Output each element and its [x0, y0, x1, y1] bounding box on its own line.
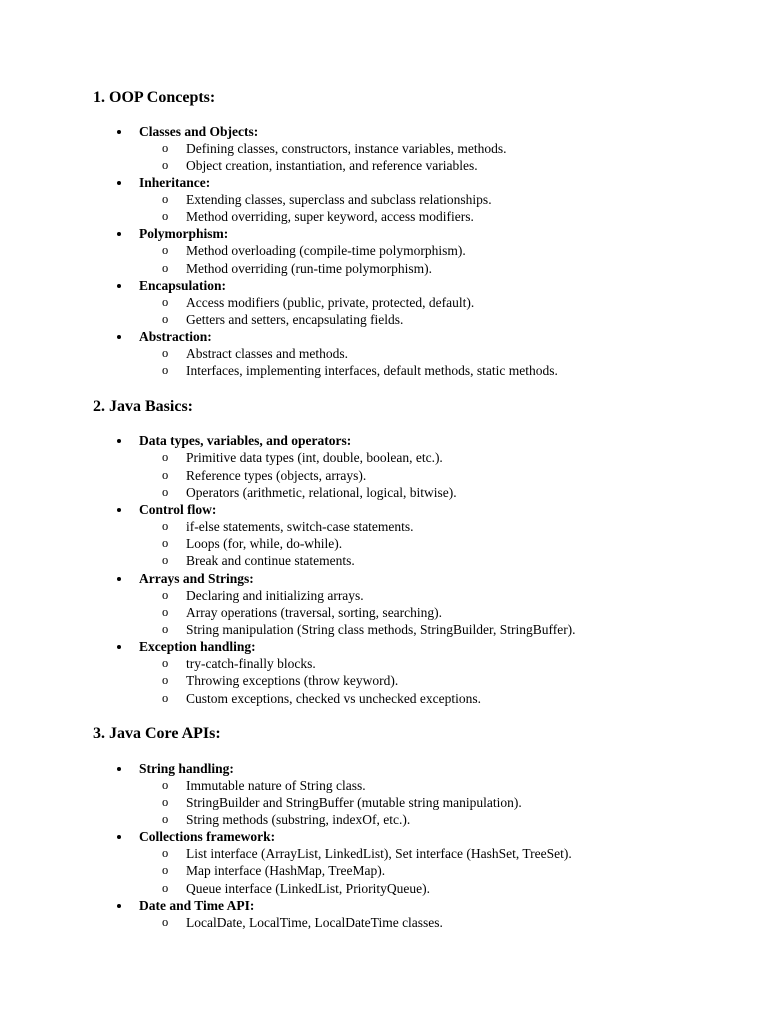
sub-list-item-text: Immutable nature of String class. [186, 778, 366, 793]
sub-list-item-text: Getters and setters, encapsulating fields. [186, 312, 404, 327]
sub-list-item-text: Abstract classes and methods. [186, 346, 348, 361]
circle-bullet-icon: o [162, 778, 169, 792]
sub-list-item-text: Array operations (traversal, sorting, searching). [186, 605, 443, 620]
circle-bullet-icon: o [162, 795, 169, 809]
circle-bullet-icon: o [162, 485, 169, 499]
circle-bullet-icon: o [162, 261, 169, 275]
circle-bullet-icon: o [162, 605, 169, 619]
bullet-icon [117, 570, 123, 587]
section-heading: 2. Java Basics: [93, 398, 193, 415]
list-item-label: Collections framework: [139, 829, 276, 844]
list-item-label: Date and Time API: [139, 898, 255, 913]
circle-bullet-icon: o [162, 656, 169, 670]
circle-bullet-icon: o [162, 622, 169, 636]
sub-list-item-text: if-else statements, switch-case statements. [186, 519, 414, 534]
list-item-label: Exception handling: [139, 639, 256, 654]
bullet-icon [117, 328, 123, 345]
sub-list-item-text: List interface (ArrayList, LinkedList), Set interface (HashSet, TreeSet). [186, 846, 572, 861]
bullet-icon [117, 225, 123, 242]
sub-list-item-text: Map interface (HashMap, TreeMap). [186, 863, 386, 878]
sub-list-item-text: Method overriding (run-time polymorphism). [186, 261, 432, 276]
list-item-label: Data types, variables, and operators: [139, 433, 352, 448]
circle-bullet-icon: o [162, 863, 169, 877]
list-item-label: Abstraction: [139, 329, 212, 344]
sub-list-item-text: Access modifiers (public, private, protected, default). [186, 295, 475, 310]
circle-bullet-icon: o [162, 915, 169, 929]
bullet-icon [117, 638, 123, 655]
circle-bullet-icon: o [162, 536, 169, 550]
sub-list-item-text: Throwing exceptions (throw keyword). [186, 673, 399, 688]
circle-bullet-icon: o [162, 673, 169, 687]
bullet-icon [117, 432, 123, 449]
circle-bullet-icon: o [162, 158, 169, 172]
sub-list-item-text: Loops (for, while, do-while). [186, 536, 343, 551]
list-item-label: Polymorphism: [139, 226, 229, 241]
circle-bullet-icon: o [162, 846, 169, 860]
circle-bullet-icon: o [162, 141, 169, 155]
sub-list-item-text: Method overloading (compile-time polymorphism). [186, 243, 466, 258]
circle-bullet-icon: o [162, 691, 169, 705]
sub-list-item-text: String methods (substring, indexOf, etc.). [186, 812, 411, 827]
sub-list-item-text: Object creation, instantiation, and reference variables. [186, 158, 478, 173]
circle-bullet-icon: o [162, 812, 169, 826]
circle-bullet-icon: o [162, 295, 169, 309]
circle-bullet-icon: o [162, 468, 169, 482]
circle-bullet-icon: o [162, 588, 169, 602]
list-item-label: Inheritance: [139, 175, 211, 190]
circle-bullet-icon: o [162, 881, 169, 895]
bullet-icon [117, 897, 123, 914]
circle-bullet-icon: o [162, 209, 169, 223]
sub-list-item-text: Interfaces, implementing interfaces, default methods, static methods. [186, 363, 558, 378]
list-item-label: String handling: [139, 761, 234, 776]
bullet-icon [117, 501, 123, 518]
circle-bullet-icon: o [162, 553, 169, 567]
sub-list-item-text: Defining classes, constructors, instance variables, methods. [186, 141, 507, 156]
section-heading: 3. Java Core APIs: [93, 725, 221, 742]
bullet-icon [117, 123, 123, 140]
sub-list-item-text: String manipulation (String class methods, StringBuilder, StringBuffer). [186, 622, 576, 637]
bullet-icon [117, 828, 123, 845]
list-item-label: Encapsulation: [139, 278, 227, 293]
sub-list-item-text: Reference types (objects, arrays). [186, 468, 367, 483]
sub-list-item-text: Custom exceptions, checked vs unchecked exceptions. [186, 691, 482, 706]
circle-bullet-icon: o [162, 312, 169, 326]
sub-list-item-text: LocalDate, LocalTime, LocalDateTime classes. [186, 915, 443, 930]
sub-list-item-text: Break and continue statements. [186, 553, 355, 568]
sub-list-item-text: Method overriding, super keyword, access modifiers. [186, 209, 474, 224]
bullet-icon [117, 760, 123, 777]
circle-bullet-icon: o [162, 519, 169, 533]
circle-bullet-icon: o [162, 192, 169, 206]
sub-list-item-text: Declaring and initializing arrays. [186, 588, 364, 603]
sub-list-item-text: Queue interface (LinkedList, PriorityQueue). [186, 881, 431, 896]
list-item-label: Classes and Objects: [139, 124, 259, 139]
sub-list-item-text: StringBuilder and StringBuffer (mutable string manipulation). [186, 795, 522, 810]
sub-list-item-text: Operators (arithmetic, relational, logical, bitwise). [186, 485, 457, 500]
list-item-label: Arrays and Strings: [139, 571, 254, 586]
circle-bullet-icon: o [162, 450, 169, 464]
bullet-icon [117, 174, 123, 191]
section-heading: 1. OOP Concepts: [93, 89, 216, 106]
bullet-icon [117, 277, 123, 294]
circle-bullet-icon: o [162, 363, 169, 377]
sub-list-item-text: Primitive data types (int, double, boolean, etc.). [186, 450, 443, 465]
circle-bullet-icon: o [162, 346, 169, 360]
list-item-label: Control flow: [139, 502, 217, 517]
sub-list-item-text: Extending classes, superclass and subclass relationships. [186, 192, 492, 207]
sub-list-item-text: try-catch-finally blocks. [186, 656, 316, 671]
circle-bullet-icon: o [162, 243, 169, 257]
